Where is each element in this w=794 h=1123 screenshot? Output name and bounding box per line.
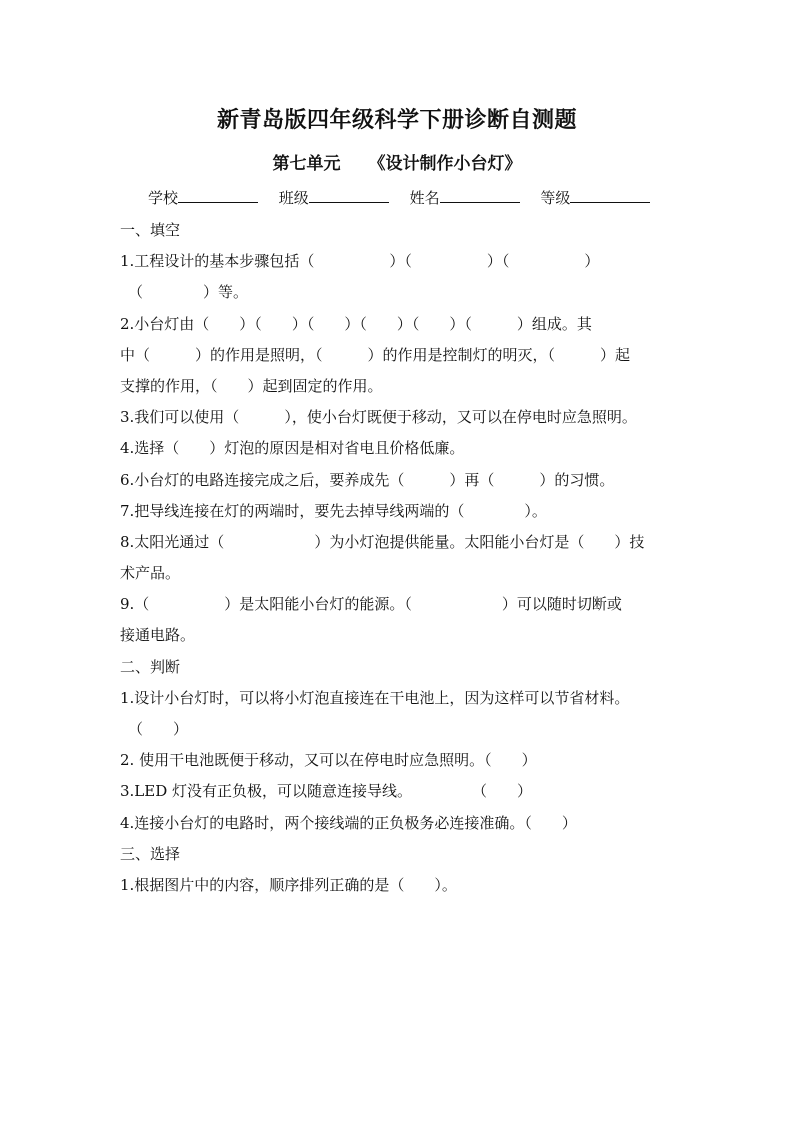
question-line: （ ）等。 <box>128 283 249 302</box>
question-line: （ ） <box>128 720 189 738</box>
question-line: 3.我们可以使用（ ），使小台灯既便于移动，又可以在停电时应急照明。 <box>120 408 637 427</box>
school-blank <box>178 190 258 203</box>
question-line: 3.LED 灯没有正负极，可以随意连接导线。 （ ） <box>120 782 533 801</box>
question-line: 接通电路。 <box>120 626 196 645</box>
question-line: 9.（ ）是太阳能小台灯的能源。（ ）可以随时切断或 <box>120 595 622 614</box>
question-line: 2. 使用干电池既便于移动，又可以在停电时应急照明。（ ） <box>120 751 537 770</box>
name-label: 姓名 <box>409 189 440 207</box>
question-line: 1.工程设计的基本步骤包括（ ）（ ）（ ） <box>120 252 600 271</box>
name-blank <box>440 190 520 203</box>
question-line: 支撑的作用，（ ）起到固定的作用。 <box>120 376 383 395</box>
question-content <box>120 215 680 901</box>
question-line: 4.选择（ ）灯泡的原因是相对省电且价格低廉。 <box>120 439 465 458</box>
lesson-title: 《设计制作小台灯》 <box>368 154 522 174</box>
question-line: 4.连接小台灯的电路时，两个接线端的正负极务必连接准确。（ ） <box>120 813 577 832</box>
school-label: 学校 <box>148 189 179 207</box>
question-line: 术产品。 <box>120 564 181 583</box>
question-line: 中（ ）的作用是照明，（ ）的作用是控制灯的明灭，（ ）起 <box>120 345 631 364</box>
section-heading-judge: 二、判断 <box>120 657 181 676</box>
school-field <box>148 187 258 208</box>
question-line: 7.把导线连接在灯的两端时，要先去掉导线两端的（ ）。 <box>120 501 547 520</box>
grade-field <box>540 187 650 208</box>
question-line: 1.设计小台灯时，可以将小灯泡直接连在干电池上，因为这样可以节省材料。 <box>120 688 630 707</box>
student-info-row <box>148 187 666 208</box>
class-label: 班级 <box>278 189 309 207</box>
page-title: 新青岛版四年级科学下册诊断自测题 <box>216 107 577 133</box>
unit-subtitle <box>0 149 794 174</box>
question-line: 8.太阳光通过（ ）为小灯泡提供能量。太阳能小台灯是（ ）技 <box>120 532 645 551</box>
question-line: 1.根据图片中的内容，顺序排列正确的是（ ）。 <box>120 875 457 894</box>
grade-blank <box>570 190 650 203</box>
unit-label: 第七单元 <box>272 154 341 174</box>
grade-label: 等级 <box>540 189 571 207</box>
section-heading-choice: 三、选择 <box>120 844 181 863</box>
question-line: 6.小台灯的电路连接完成之后，要养成先（ ）再（ ）的习惯。 <box>120 470 615 489</box>
class-field <box>279 187 389 208</box>
question-line: 2.小台灯由（ ）（ ）（ ）（ ）（ ）（ ）组成。其 <box>120 314 592 333</box>
name-field <box>410 187 520 208</box>
class-blank <box>309 190 389 203</box>
section-heading-fill-in: 一、填空 <box>120 221 181 239</box>
